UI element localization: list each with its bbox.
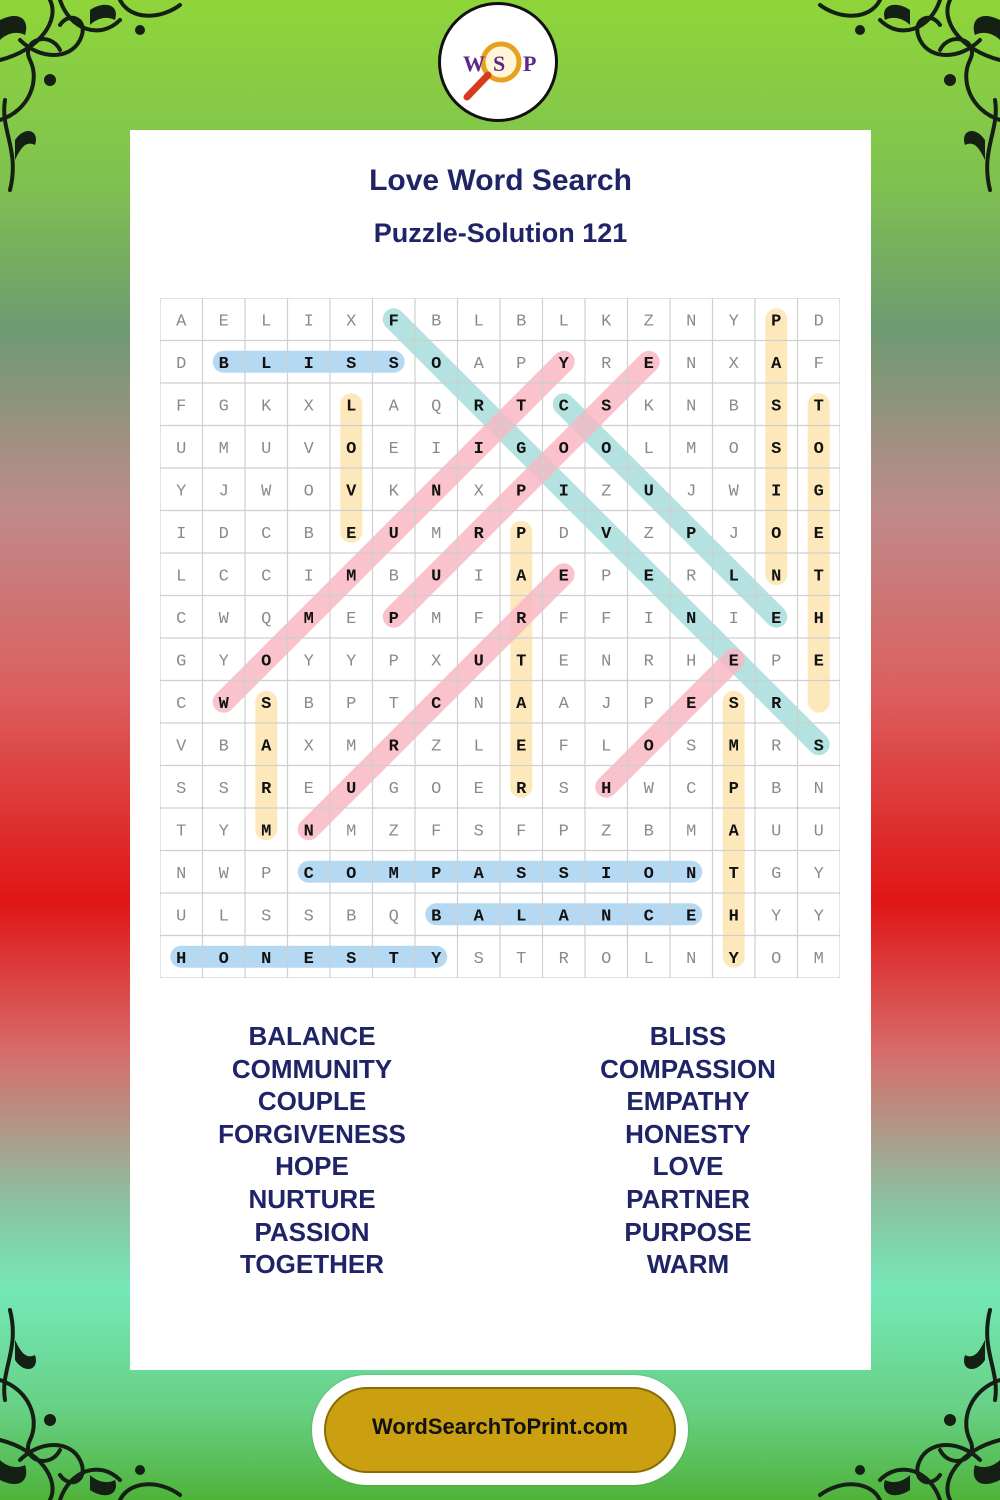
grid-letter: W [261,482,272,502]
grid-letter: T [728,864,739,884]
grid-letter: A [771,354,782,374]
grid-letter: G [771,864,782,884]
grid-letter: R [771,694,782,714]
grid-letter: I [473,567,484,587]
grid-letter: A [176,312,187,332]
grid-letter: S [728,694,739,714]
word-list-item: HOPE [275,1151,349,1182]
grid-letter: P [728,779,739,799]
grid-letter: N [771,567,782,587]
grid-letter: P [388,652,399,672]
grid-letter: I [771,482,782,502]
grid-letter: I [728,609,739,629]
grid-letter: F [558,737,569,757]
word-search-grid [160,298,840,978]
grid-letter: B [388,567,399,587]
grid-letter: B [303,694,314,714]
grid-letter: S [261,694,272,714]
grid-letter: C [261,524,272,544]
grid-letter: E [346,524,357,544]
grid-letter: O [261,652,272,672]
grid-letter: U [261,439,272,459]
grid-letter: L [261,354,272,374]
grid-letter: E [643,354,654,374]
grid-letter: C [303,864,314,884]
grid-letter: U [473,652,484,672]
grid-letter: Y [346,652,357,672]
grid-letter: T [388,694,399,714]
word-list-item: BALANCE [248,1021,376,1051]
grid-letter: Y [728,949,739,969]
grid-letter: O [303,482,314,502]
grid-letter: Z [601,482,612,502]
grid-letter: L [643,439,654,459]
grid-letter: S [813,737,824,757]
grid-letter: S [771,397,782,417]
grid-letter: Y [176,482,187,502]
grid-letter: R [261,779,272,799]
word-list-item: PURPOSE [624,1216,752,1247]
grid-letter: R [516,609,527,629]
grid-letter: T [516,652,527,672]
grid-letter: M [686,822,697,842]
grid-letter: Q [431,397,442,417]
grid-letter: L [346,397,357,417]
word-list-item: TOGETHER [240,1249,384,1280]
grid-letter: Y [303,652,314,672]
grid-letter: O [558,439,569,459]
grid-letter: H [686,652,697,672]
grid-letter: N [686,609,697,629]
grid-letter: A [473,864,484,884]
grid-letter: X [303,737,314,757]
grid-letter: L [728,567,739,587]
grid-letter: E [303,779,314,799]
grid-letter: O [431,779,442,799]
grid-letter: F [473,609,484,629]
grid-letter: P [601,567,612,587]
grid-letter: S [771,439,782,459]
grid-letter: H [176,949,187,969]
grid-letter: M [388,864,399,884]
grid-letter: T [813,567,824,587]
grid-letter: S [388,354,399,374]
grid-letter: C [643,907,654,927]
grid-letter: K [643,397,654,417]
grid-letter: H [813,609,824,629]
grid-letter: X [473,482,484,502]
grid-letter: N [686,864,697,884]
grid-letter: S [601,397,612,417]
grid-letter: N [303,822,314,842]
site-link-label: WordSearchToPrint.com [372,1414,628,1439]
grid-letter: E [303,949,314,969]
grid-letter: I [601,864,612,884]
grid-letter: G [813,482,824,502]
grid-letter: U [388,524,399,544]
grid-letter: N [473,694,484,714]
grid-letter: G [218,397,229,417]
grid-letter: Y [771,907,782,927]
grid-letter: N [686,949,697,969]
word-list-item: PARTNER [626,1183,750,1214]
grid-letter: O [601,949,612,969]
word-list-item: NURTURE [248,1183,376,1214]
grid-letter: M [728,737,739,757]
grid-letter: U [176,907,187,927]
grid-letter: Q [388,907,399,927]
grid-letter: M [346,567,357,587]
grid-letter: A [516,567,527,587]
grid-letter: B [346,907,357,927]
grid-letter: R [516,779,527,799]
grid-letter: L [176,567,187,587]
grid-letter: S [303,907,314,927]
grid-letter: I [176,524,187,544]
grid-letter: A [473,907,484,927]
grid-letter: O [218,949,229,969]
grid-letter: N [601,907,612,927]
word-list-item: COMPASSION [600,1053,776,1084]
grid-letter: U [771,822,782,842]
grid-letter: B [728,397,739,417]
grid-letter: R [686,567,697,587]
grid-letter: E [473,779,484,799]
grid-letter: B [771,779,782,799]
grid-letter: Y [728,312,739,332]
grid-letter: P [516,354,527,374]
grid-letter: B [431,907,442,927]
logo-letter-s: S [493,51,506,76]
grid-letter: R [601,354,612,374]
logo-letter-p: P [523,51,537,76]
grid-letter: J [218,482,229,502]
grid-letter: Z [601,822,612,842]
logo-letter-w: W [463,51,485,76]
grid-letter: Y [218,822,229,842]
grid-letter: U [176,439,187,459]
grid-letter: M [346,737,357,757]
grid-letter: E [218,312,229,332]
grid-letter: S [516,864,527,884]
grid-letter: I [558,482,569,502]
grid-letter: T [388,949,399,969]
grid-letter: U [643,482,654,502]
word-list-item: BLISS [649,1021,727,1051]
grid-letter: E [516,737,527,757]
grid-letter: I [303,354,314,374]
grid-letter: B [643,822,654,842]
word-list-item: HONESTY [625,1118,751,1149]
grid-letter: U [813,822,824,842]
grid-letter: X [431,652,442,672]
site-link-button[interactable] [324,1387,676,1473]
grid-letter: E [813,524,824,544]
grid-letter: F [516,822,527,842]
grid-letter: L [601,737,612,757]
grid-letter: K [261,397,272,417]
grid-letter: X [728,354,739,374]
grid-letter: Y [218,652,229,672]
grid-letter: V [601,524,612,544]
grid-letter: I [643,609,654,629]
grid-letter: P [388,609,399,629]
grid-letter: M [261,822,272,842]
grid-letter: R [643,652,654,672]
site-logo[interactable] [438,2,558,122]
grid-letter: A [558,694,569,714]
grid-letter: H [728,907,739,927]
grid-svg [160,298,840,978]
magnifier-logo-icon [441,5,555,119]
grid-letter: L [643,949,654,969]
grid-letter: M [686,439,697,459]
grid-letter: P [346,694,357,714]
grid-letter: X [303,397,314,417]
grid-letter: K [601,312,612,332]
word-list-item: COMMUNITY [231,1053,393,1084]
grid-letter: L [473,737,484,757]
grid-letter: U [346,779,357,799]
grid-letter: H [601,779,612,799]
word-list-item: COUPLE [257,1086,367,1117]
grid-letter: W [218,694,229,714]
grid-letter: E [686,694,697,714]
grid-letter: S [473,949,484,969]
grid-letter: J [686,482,697,502]
word-list-item: LOVE [652,1151,724,1182]
grid-letter: L [218,907,229,927]
grid-letter: S [261,907,272,927]
grid-letter: A [261,737,272,757]
grid-letter: Y [813,907,824,927]
grid-letter: S [176,779,187,799]
grid-letter: A [516,694,527,714]
grid-letter: O [601,439,612,459]
grid-letter: C [218,567,229,587]
grid-letter: N [813,779,824,799]
grid-letter: N [431,482,442,502]
grid-letter: O [813,439,824,459]
grid-letter: A [728,822,739,842]
word-list-left [152,1020,472,1281]
grid-letter: C [261,567,272,587]
grid-letter: F [176,397,187,417]
page-subtitle: Puzzle-Solution 121 [373,218,628,248]
grid-letter: L [473,312,484,332]
grid-letter: M [346,822,357,842]
grid-letter: E [558,567,569,587]
grid-letter: E [558,652,569,672]
grid-letter: V [176,737,187,757]
grid-letter: P [771,312,782,332]
grid-letter: O [346,439,357,459]
grid-letter: P [643,694,654,714]
grid-letter: R [771,737,782,757]
grid-letter: O [771,949,782,969]
grid-letter: E [643,567,654,587]
grid-letter: O [771,524,782,544]
grid-letter: Z [388,822,399,842]
grid-letter: D [813,312,824,332]
grid-letter: D [176,354,187,374]
grid-letter: W [218,864,229,884]
grid-letter: Y [558,354,569,374]
word-list-item: WARM [646,1249,730,1280]
grid-letter: N [176,864,187,884]
grid-letter: A [558,907,569,927]
grid-letter: O [643,864,654,884]
grid-letter: W [218,609,229,629]
grid-letter: P [516,482,527,502]
grid-letter: X [346,312,357,332]
grid-letter: M [218,439,229,459]
grid-letter: N [686,354,697,374]
grid-letter: C [558,397,569,417]
grid-letter: Q [261,609,272,629]
grid-letter: E [728,652,739,672]
grid-letter: S [558,864,569,884]
grid-letter: N [686,397,697,417]
page-title: Love Word Search [369,164,632,197]
grid-letter: S [473,822,484,842]
grid-letter: B [303,524,314,544]
grid-letter: B [218,737,229,757]
grid-letter: I [303,567,314,587]
grid-letter: R [473,524,484,544]
grid-letter: P [558,822,569,842]
grid-letter: M [303,609,314,629]
grid-letter: G [388,779,399,799]
grid-letter: D [558,524,569,544]
word-list-item: EMPATHY [626,1086,750,1117]
grid-letter: M [431,524,442,544]
grid-letter: E [686,907,697,927]
grid-letter: Y [431,949,442,969]
grid-letter: S [346,354,357,374]
grid-letter: A [473,354,484,374]
grid-letter: T [516,397,527,417]
grid-letter: F [813,354,824,374]
grid-letter: I [303,312,314,332]
grid-letter: T [176,822,187,842]
grid-letter: F [558,609,569,629]
grid-letter: E [388,439,399,459]
grid-letter: G [176,652,187,672]
grid-letter: O [346,864,357,884]
grid-letter: Y [813,864,824,884]
grid-letter: W [728,482,739,502]
grid-letter: N [261,949,272,969]
grid-letter: M [431,609,442,629]
grid-letter: C [176,609,187,629]
grid-letter: C [686,779,697,799]
grid-letter: P [431,864,442,884]
grid-letter: U [431,567,442,587]
grid-letter: E [813,652,824,672]
grid-letter: K [388,482,399,502]
grid-letter: T [813,397,824,417]
grid-letter: F [388,312,399,332]
grid-letter: G [516,439,527,459]
grid-letter: L [261,312,272,332]
grid-letter: B [431,312,442,332]
grid-letter: F [601,609,612,629]
grid-letter: J [601,694,612,714]
grid-letter: I [431,439,442,459]
word-list-right [528,1020,848,1281]
footer-badge [312,1375,688,1485]
grid-letter: A [388,397,399,417]
word-list-item: PASSION [254,1216,370,1247]
grid-letter: E [346,609,357,629]
grid-letter: F [431,822,442,842]
grid-letter: B [516,312,527,332]
grid-letter: C [431,694,442,714]
grid-letter: M [813,949,824,969]
grid-letter: Z [431,737,442,757]
grid-letter: R [473,397,484,417]
grid-letter: D [218,524,229,544]
grid-letter: P [771,652,782,672]
grid-letter: B [218,354,229,374]
grid-letter: C [176,694,187,714]
grid-letter: N [601,652,612,672]
grid-letter: O [728,439,739,459]
grid-letter: R [558,949,569,969]
grid-letter: E [771,609,782,629]
grid-letter: S [558,779,569,799]
grid-letter: N [686,312,697,332]
grid-letter: V [346,482,357,502]
grid-letter: S [346,949,357,969]
grid-letter: Z [643,312,654,332]
grid-letter: O [431,354,442,374]
grid-letter: O [643,737,654,757]
grid-letter: S [686,737,697,757]
grid-letter: I [473,439,484,459]
grid-letter: P [261,864,272,884]
grid-letter: P [686,524,697,544]
grid-letter: V [303,439,314,459]
grid-letter: L [558,312,569,332]
grid-letter: R [388,737,399,757]
word-list-item: FORGIVENESS [218,1118,406,1149]
grid-letter: P [516,524,527,544]
grid-letter: Z [643,524,654,544]
grid-letter: W [643,779,654,799]
grid-letter: J [728,524,739,544]
grid-letter: L [516,907,527,927]
grid-letter: S [218,779,229,799]
grid-letter: T [516,949,527,969]
